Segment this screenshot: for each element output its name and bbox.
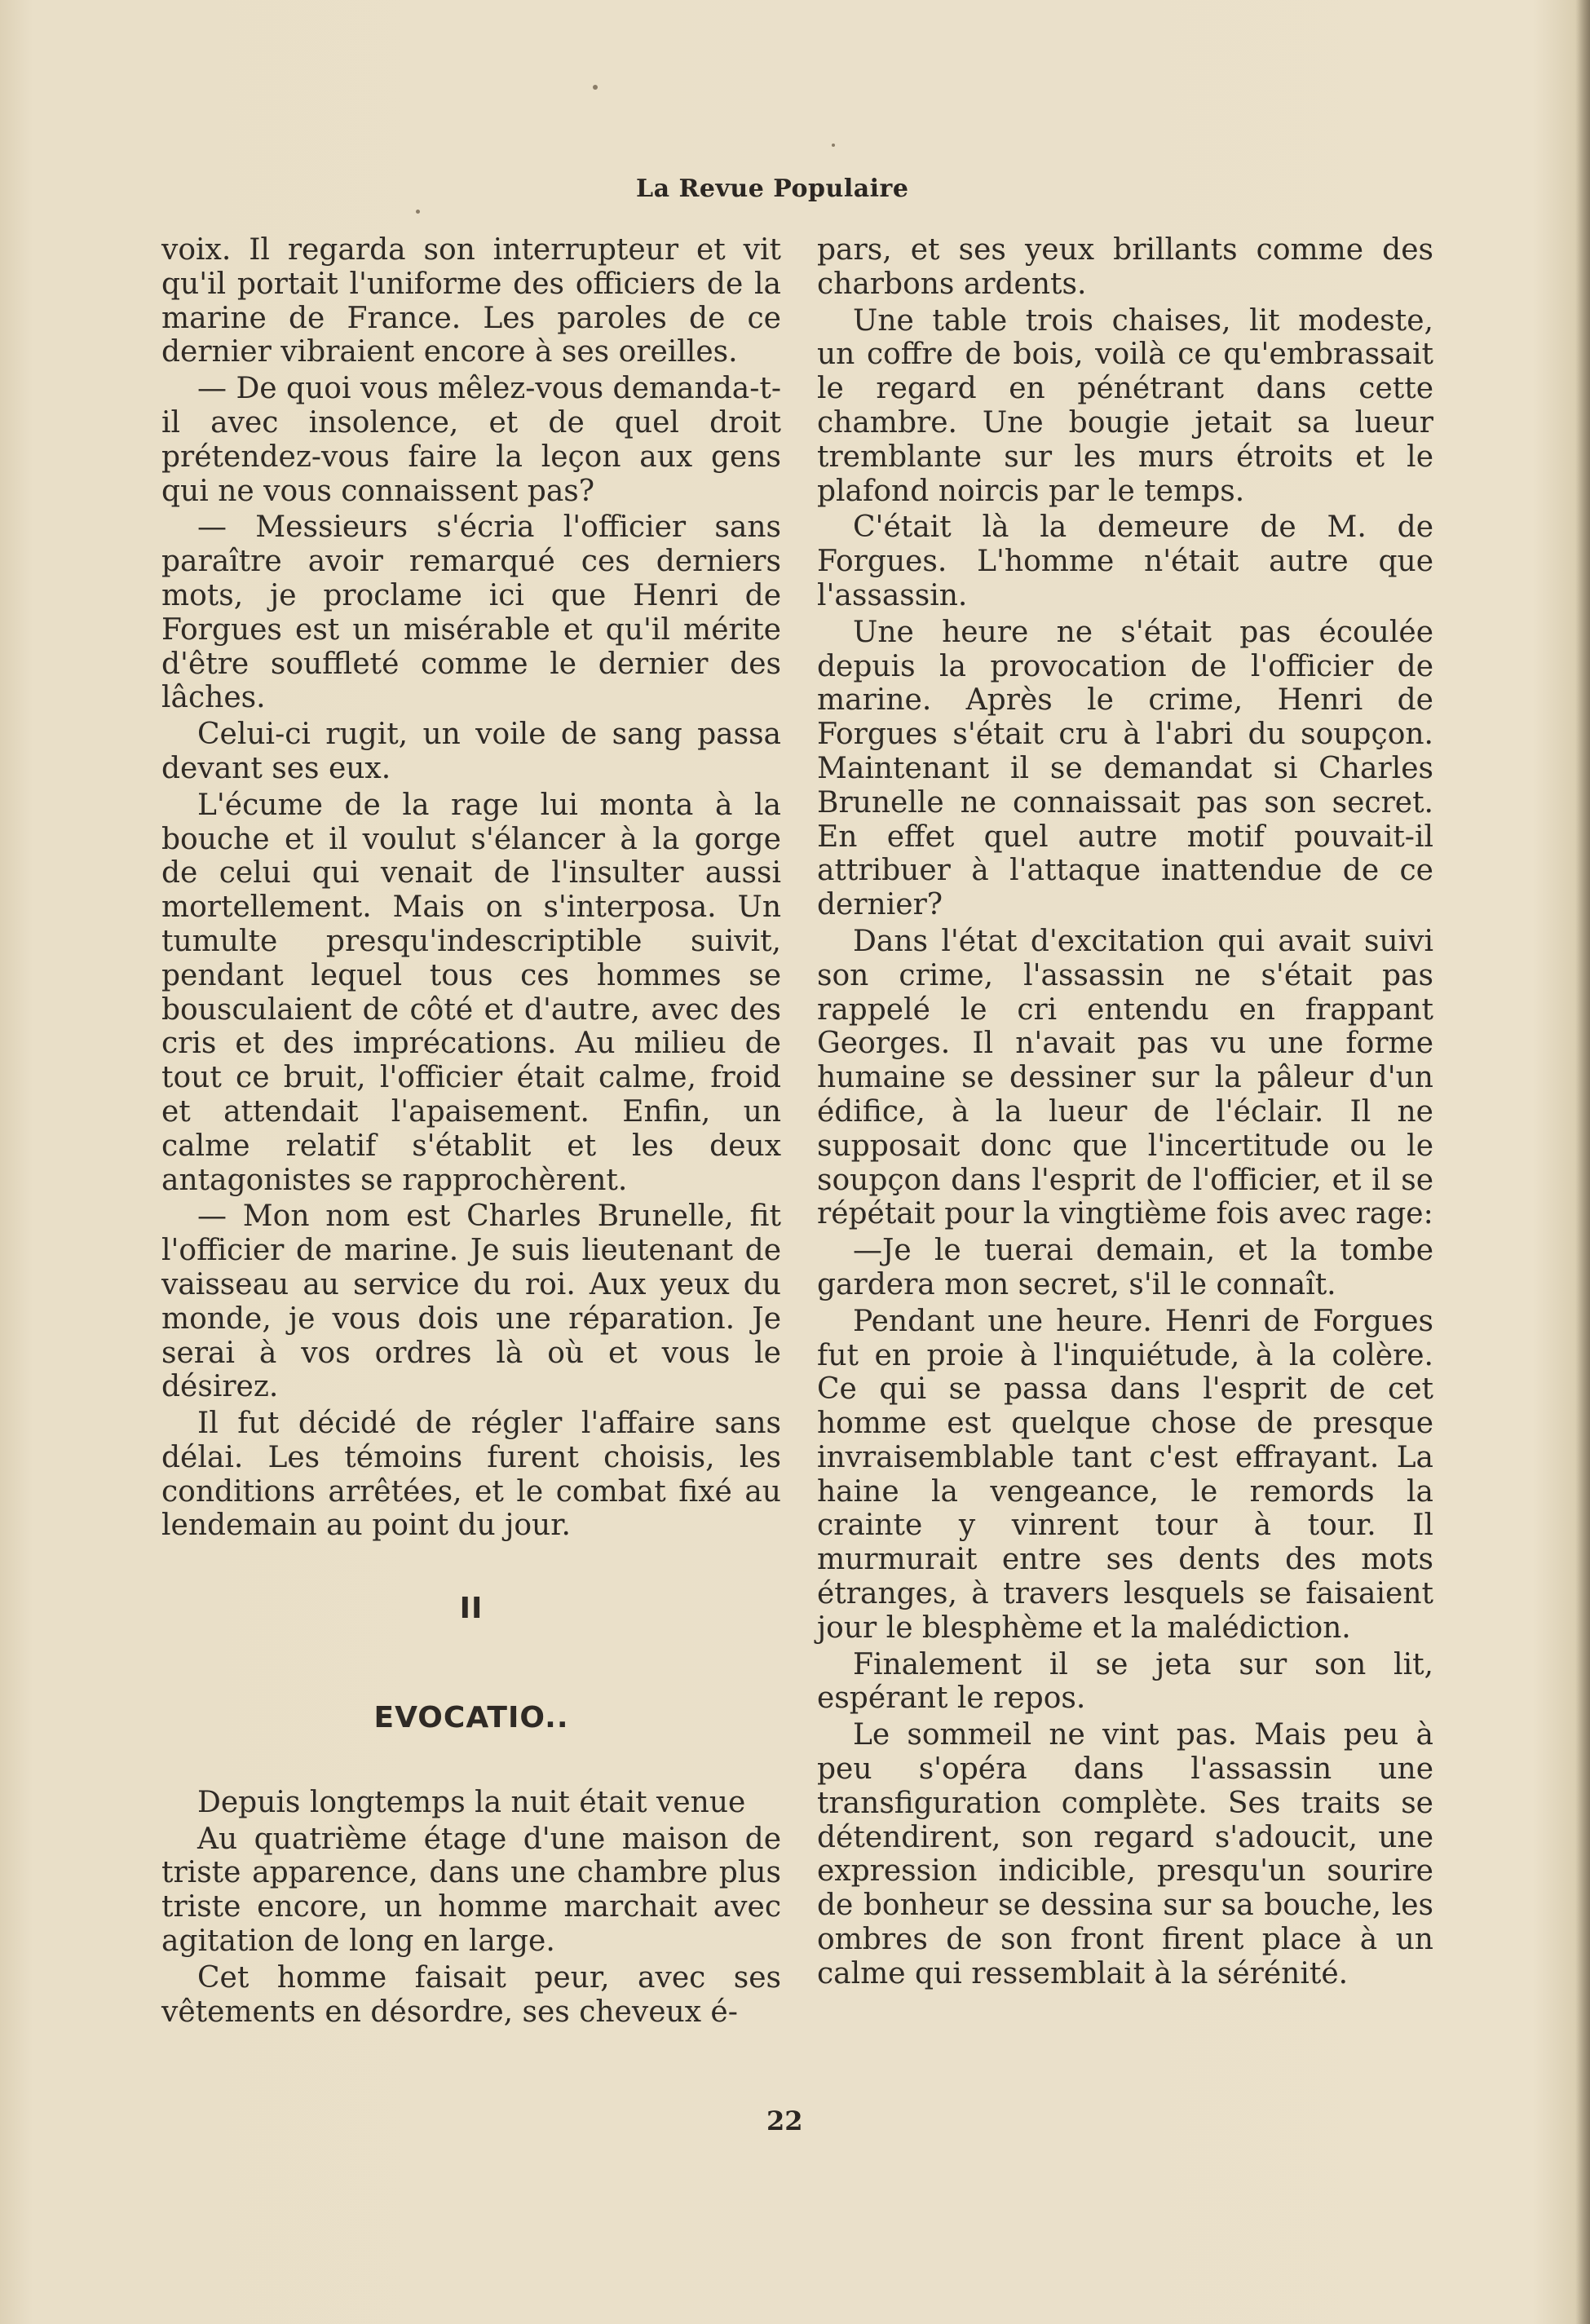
running-head: La Revue Populaire (636, 175, 909, 203)
page-edge-shadow (1575, 0, 1590, 2324)
paragraph: pars, et ses yeux brillants comme des charbons ardents. (817, 233, 1433, 301)
print-speck (416, 210, 420, 214)
section-title: EVOCATIO.. (373, 1701, 569, 1735)
paragraph: Une heure ne s'était pas écoulée depuis la provocation de l'officier de marine. Après le crime, Henri de Forgues s'était cru à l'abri du soupçon. Maintenant il se demandat si Charles Brunelle ne connaissait pas son secret. En effet quel autre motif pouvait-il attribuer à l'attaque inattendue de ce dernier? (817, 615, 1433, 922)
paragraph: Au quatrième étage d'une maison de triste apparence, dans une chambre plus triste encore, un homme marchait avec agitation de long en large. (161, 1822, 781, 1959)
paragraph: — Messieurs s'écria l'officier sans paraître avoir remarqué ces derniers mots, je proclame ici que Henri de Forgues est un misérable et qu'il mérite d'être souffleté comme le dernier des lâches. (161, 510, 781, 715)
paragraph: L'écume de la rage lui monta à la bouche et il voulut s'élancer à la gorge de celui qui venait de l'insulter aussi mortellement. Mais on s'interposa. Un tumulte presqu'indescriptible suivit, pendant lequel tous ces hommes se bousculaient de côté et d'autre, avec des cris et des imprécations. Au milieu de tout ce bruit, l'officier était calme, froid et attendait l'apaisement. Enfin, un calme relatif s'établit et les deux antagonistes se rapprochèrent. (161, 788, 781, 1197)
right-column (817, 233, 1433, 1994)
right-column-text (817, 233, 1433, 1991)
left-column (161, 233, 781, 2031)
paragraph: Il fut décidé de régler l'affaire sans délai. Les témoins furent choisis, les conditions arrêtées, et le combat fixé au lendemain au point du jour. (161, 1407, 781, 1543)
paragraph: —Je le tuerai demain, et la tombe gardera mon secret, s'il le connaît. (817, 1234, 1433, 1301)
paragraph: — De quoi vous mêlez-vous demanda-t-il avec insolence, et de quel droit prétendez-vous faire la leçon aux gens qui ne vous connaissent pas? (161, 372, 781, 508)
paragraph: Le sommeil ne vint pas. Mais peu à peu s'opéra dans l'assassin une transfiguration complète. Ses traits se détendirent, son regard s'adoucit, une expression indicible, presqu'un sourire de bonheur se dessina sur sa bouche, les ombres de son front firent place à un calme qui ressemblait à la sérénité. (817, 1718, 1433, 1990)
paragraph: voix. Il regarda son interrupteur et vit qu'il portait l'uniforme des officiers de la marine de France. Les paroles de ce dernier vibraient encore à ses oreilles. (161, 233, 781, 369)
paragraph: Celui-ci rugit, un voile de sang passa devant ses eux. (161, 718, 781, 785)
paragraph: C'était là la demeure de M. de Forgues. L'homme n'était autre que l'assassin. (817, 510, 1433, 612)
paragraph: Une table trois chaises, lit modeste, un coffre de bois, voilà ce qu'embrassait le regard en pénétrant dans cette chambre. Une bougie jetait sa lueur tremblante sur les murs étroits et le plafond noircis par le temps. (817, 303, 1433, 508)
paragraph: Dans l'état d'excitation qui avait suivi son crime, l'assassin ne s'était pas rappelé le cri entendu en frappant Georges. Il n'avait pas vu une forme humaine se dessiner sur la pâleur d'un édifice, à la lueur de l'éclair. Il ne supposait donc que l'incertitude ou le soupçon dans l'esprit de l'officier, et il se répétait pour la vingtième fois avec rage: (817, 924, 1433, 1231)
print-speck (832, 144, 835, 147)
page-number: 22 (766, 2105, 803, 2136)
section-spacer (161, 1735, 781, 1786)
paragraph: Pendant une heure. Henri de Forgues fut en proie à l'inquiétude, à la colère. Ce qui se passa dans l'esprit de cet homme est quelque chose de presque invraisemblable tant c'est effrayant. La haine la vengeance, le remords la crainte y vinrent tour à tour. Il murmurait entre ses dents des mots étranges, à travers lesquels se faisaient jour le blesphème et la malédiction. (817, 1304, 1433, 1645)
paragraph: — Mon nom est Charles Brunelle, fit l'officier de marine. Je suis lieutenant de vaisseau au service du roi. Aux yeux du monde, je vous dois une réparation. Je serai à vos ordres là où et vous le désirez. (161, 1200, 781, 1404)
left-column-text (161, 233, 781, 1543)
paragraph: Finalement il se jeta sur son lit, espérant le repos. (817, 1647, 1433, 1716)
paragraph: Cet homme faisait peur, avec ses vêtements en désordre, ses cheveux é- (161, 1960, 781, 2029)
print-speck (593, 85, 598, 90)
left-column-text-continued (161, 1786, 781, 2030)
section-number: II (459, 1592, 484, 1626)
paragraph: Depuis longtemps la nuit était venue (197, 1785, 746, 1819)
